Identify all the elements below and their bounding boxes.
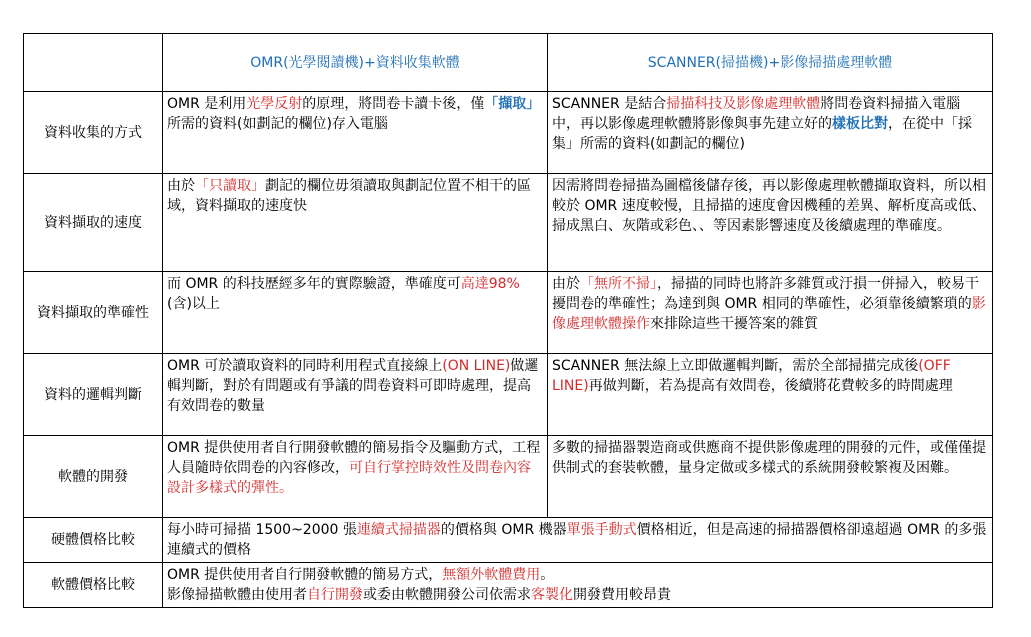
row-extraction-speed (24, 174, 993, 272)
header-scanner: SCANNER(掃描機)+影像掃描處理軟體 (548, 34, 993, 92)
row-label: 軟體的開發 (24, 436, 163, 518)
omr-cell: OMR 提供使用者自行開發軟體的簡易指令及驅動方式，工程人員隨時依問卷的內容修改，可自行掌控時效性及問卷內容設計多樣式的彈性。 (163, 436, 548, 518)
row-label: 軟體價格比較 (24, 563, 163, 608)
header-row (24, 34, 993, 92)
omr-cell: 而 OMR 的科技歷經多年的實際驗證，準確度可高達98%(含)以上 (163, 272, 548, 354)
omr-cell: OMR 是利用光學反射的原理，將問卷卡讀卡後，僅「擷取」所需的資料(如劃記的欄位)存入電腦 (163, 92, 548, 174)
scanner-cell: SCANNER 是結合掃描科技及影像處理軟體將問卷資料掃描入電腦中，再以影像處理軟體將影像與事先建立好的樣板比對，在從中「採集」所需的資料(如劃記的欄位) (548, 92, 993, 174)
scanner-cell: 由於「無所不掃」，掃描的同時也將許多雜質或汙損一併掃入，較易干擾問卷的準確性；為達到與 OMR 相同的準確性，必須靠後續繁瑣的影像處理軟體操作來排除這些干擾答案的雜質 (548, 272, 993, 354)
scanner-cell: SCANNER 無法線上立即做邏輯判斷，需於全部掃描完成後(OFF LINE)再做判斷，若為提高有效問卷，後續將花費較多的時間處理 (548, 354, 993, 436)
row-extraction-accuracy (24, 272, 993, 354)
comparison-table (23, 33, 993, 608)
omr-cell: OMR 可於讀取資料的同時利用程式直接線上(ON LINE)做邏輯判斷，對於有問題或有爭議的問卷資料可即時處理，提高有效問卷的數量 (163, 354, 548, 436)
row-label: 資料收集的方式 (24, 92, 163, 174)
full-cell (163, 563, 993, 608)
row-collection-method (24, 92, 993, 174)
row-software-price (24, 563, 993, 608)
row-label: 資料擷取的準確性 (24, 272, 163, 354)
row-hardware-price (24, 518, 993, 563)
line-1: OMR 提供使用者自行開發軟體的簡易方式，無額外軟體費用。 (167, 567, 555, 583)
full-cell: 每小時可掃描 1500~2000 張連續式掃描器的價格與 OMR 機器單張手動式價格相近，但是高速的掃描器價格卻遠超過 OMR 的多張連續式的價格 (163, 518, 993, 563)
row-logic-check (24, 354, 993, 436)
header-omr: OMR(光學閱讀機)+資料收集軟體 (163, 34, 548, 92)
row-software-dev (24, 436, 993, 518)
line-2: 影像掃描軟體由使用者自行開發或委由軟體開發公司依需求客製化開發費用較昂貴 (167, 587, 671, 603)
header-empty-cell (24, 34, 163, 92)
row-label: 資料擷取的速度 (24, 174, 163, 272)
omr-cell: 由於「只讀取」劃記的欄位毋須讀取與劃記位置不相干的區域，資料擷取的速度快 (163, 174, 548, 272)
scanner-cell: 因需將問卷掃描為圖檔後儲存後，再以影像處理軟體擷取資料，所以相較於 OMR 速度較慢，且掃描的速度會因機種的差異、解析度高或低、掃成黑白、灰階或彩色、、等因素影響速度及後續處理的準確度。 (548, 174, 993, 272)
row-label: 硬體價格比較 (24, 518, 163, 563)
row-label: 資料的邏輯判斷 (24, 354, 163, 436)
scanner-cell: 多數的掃描器製造商或供應商不提供影像處理的開發的元件，或僅僅提供制式的套裝軟體，量身定做或多樣式的系統開發較繁複及困難。 (548, 436, 993, 518)
